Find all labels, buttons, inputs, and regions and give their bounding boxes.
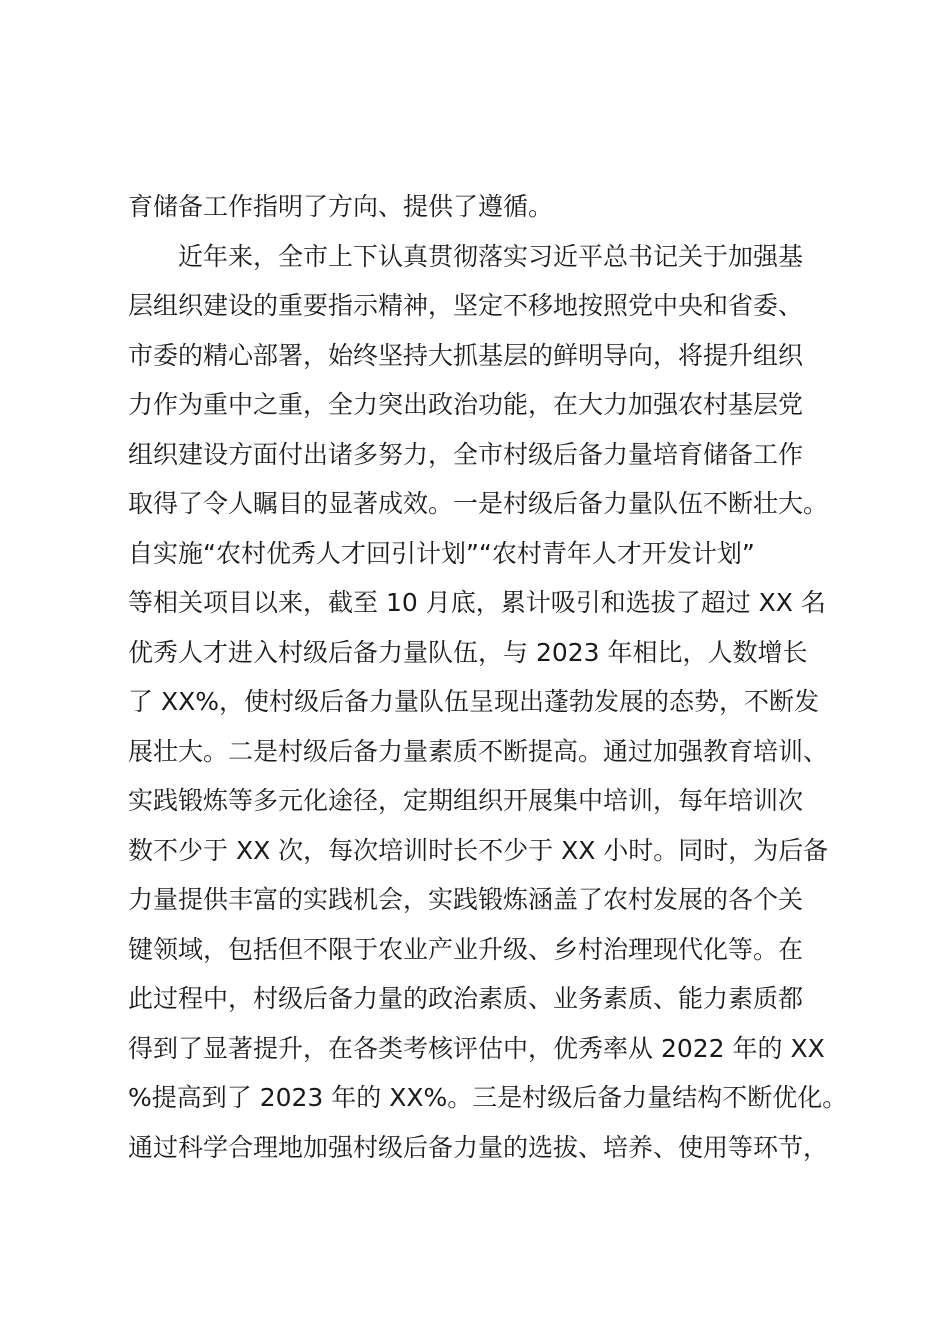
text-line: 数不少于 XX 次，每次培训时长不少于 XX 小时。同时，为后备 [128, 835, 829, 865]
text-line: 市委的精心部署，始终坚持大抓基层的鲜明导向，将提升组织 [128, 340, 804, 370]
text-line: 优秀人才进入村级后备力量队伍，与 2023 年相比，人数增长 [128, 637, 808, 667]
text-line: 育储备工作指明了方向、提供了遵循。 [128, 192, 554, 221]
text-line: 力量提供丰富的实践机会，实践锻炼涵盖了农村发展的各个关 [128, 885, 804, 914]
text-line: 自实施“农村优秀人才回引计划”“农村青年人才开发计划” [128, 538, 755, 568]
text-line: 近年来，全市上下认真贯彻落实习近平总书记关于加强基 [178, 241, 804, 271]
text-line: %提高到了 2023 年的 XX%。三是村级后备力量结构不断优化。 [128, 1083, 848, 1112]
text-line: 实践锻炼等多元化途径，定期组织开展集中培训，每年培训次 [128, 786, 804, 815]
text-line: 了 XX%，使村级后备力量队伍呈现出蓬勃发展的态势，不断发 [128, 687, 819, 716]
text-line: 键领域，包括但不限于农业产业升级、乡村治理现代化等。在 [128, 934, 804, 964]
text-line: 等相关项目以来，截至 10 月底，累计吸引和选拔了超过 XX 名 [128, 588, 826, 617]
text-line: 得到了显著提升，在各类考核评估中，优秀率从 2022 年的 XX [128, 1033, 825, 1063]
text-line: 层组织建设的重要指示精神，坚定不移地按照党中央和省委、 [128, 291, 804, 320]
text-line: 展壮大。二是村级后备力量素质不断提高。通过加强教育培训、 [128, 736, 829, 766]
text-line: 组织建设方面付出诸多努力，全市村级后备力量培育储备工作 [128, 439, 804, 469]
text-line: 取得了令人瞩目的显著成效。一是村级后备力量队伍不断壮大。 [128, 489, 829, 518]
text-line: 此过程中，村级后备力量的政治素质、业务素质、能力素质都 [128, 984, 804, 1013]
text-line: 力作为重中之重，全力突出政治功能，在大力加强农村基层党 [128, 390, 804, 419]
body-text [128, 182, 858, 1172]
text-line: 通过科学合理地加强村级后备力量的选拔、培养、使用等环节， [128, 1132, 829, 1162]
